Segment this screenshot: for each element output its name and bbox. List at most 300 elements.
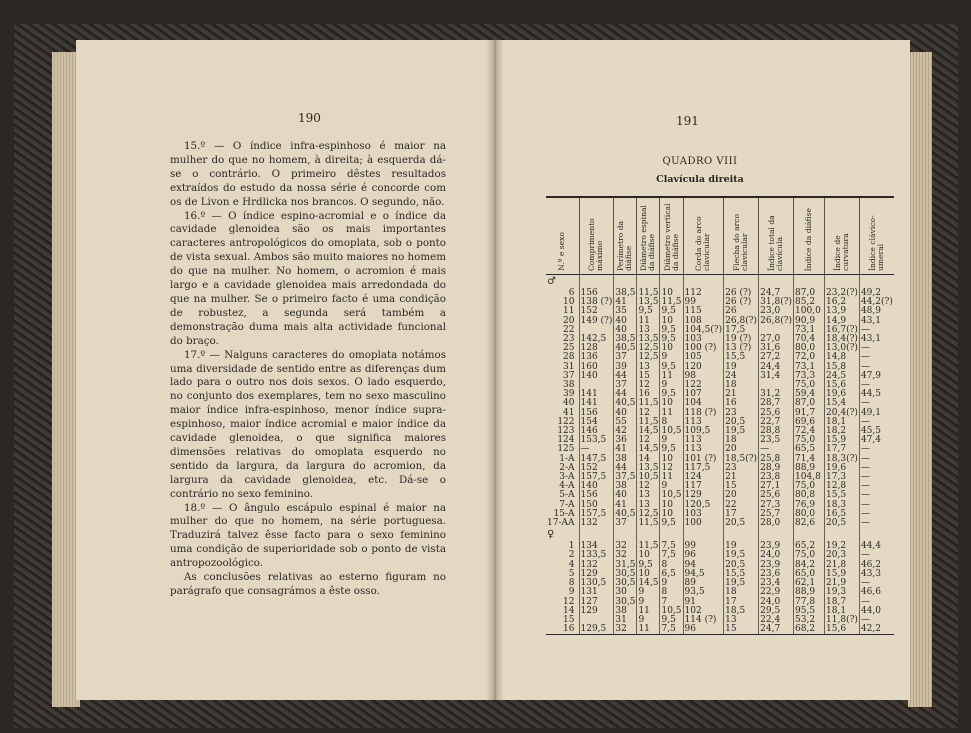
- table-cell: 37: [614, 381, 637, 390]
- table-cell: 80,8: [794, 491, 825, 500]
- table-cell: 75,0: [794, 436, 825, 445]
- table-cell: —: [859, 344, 893, 353]
- table-cell: 35: [614, 307, 637, 316]
- table-cell: 9,5: [637, 307, 660, 316]
- paragraph: As conclusões relativas ao esterno figuram no parágrafo que consagrámos a êste osso.: [170, 571, 446, 597]
- table-cell: 4-A: [559, 481, 575, 492]
- column-header-label: Diâmetro vertical da diáfise: [662, 203, 680, 271]
- table-cell: 8: [568, 578, 575, 589]
- table-cell: 141: [579, 390, 614, 399]
- table-cell: 9,5: [660, 390, 683, 399]
- table-cell: 15: [637, 372, 660, 381]
- table-cell: 23,9: [759, 561, 794, 570]
- table-cell: 16: [546, 625, 579, 635]
- column-header-label: Índice da diáfise: [804, 207, 814, 271]
- table-cell: 29,5: [759, 607, 794, 616]
- table-cell: 153,5: [579, 436, 614, 445]
- table-cell: [683, 528, 724, 542]
- table-cell: 48,9: [859, 307, 893, 316]
- table-cell: 27,0: [759, 335, 794, 344]
- table-cell: 147,5: [579, 455, 614, 464]
- table-cell: 31,8(?): [760, 297, 793, 308]
- table-cell: —: [859, 418, 893, 427]
- table-cell: 23,9: [759, 542, 794, 551]
- table-cell: 20,5: [724, 418, 759, 427]
- table-cell: 39: [614, 363, 637, 372]
- table-cell: 22,4: [759, 616, 794, 625]
- column-header-label: Perímetro da diáfise: [616, 220, 634, 271]
- column-header: [724, 197, 759, 275]
- table-cell: 19,3: [825, 588, 860, 597]
- table-cell: 12: [563, 596, 575, 607]
- column-header-label: Diâmetro espinal da diáfise: [639, 205, 657, 271]
- sex-symbol: ♂: [547, 276, 556, 287]
- table-cell: 100 (?): [683, 344, 724, 353]
- table-cell: [724, 528, 759, 542]
- table-cell: 156: [579, 491, 614, 500]
- table-cell: 72,4: [794, 427, 825, 436]
- table-cell: 82,6: [794, 519, 825, 528]
- table-cell: 11,5: [638, 518, 659, 529]
- table-cell: 140: [579, 372, 614, 381]
- table-cell: 85,2: [794, 298, 825, 307]
- table-cell: 27,3: [759, 501, 794, 510]
- table-cell: 115: [683, 307, 724, 316]
- table-cell: 41: [563, 407, 575, 418]
- table-cell: 94,5: [683, 570, 724, 579]
- table-cell: 18: [724, 436, 759, 445]
- table-cell: [614, 275, 637, 290]
- table-cell: 37: [614, 519, 637, 528]
- table-cell: 15,5: [724, 353, 759, 362]
- table-cell: 26: [724, 307, 759, 316]
- table-cell: 19 (?): [724, 335, 759, 344]
- table-cell: 24,4: [759, 363, 794, 372]
- table-cell: 99: [683, 542, 724, 551]
- table-cell: 17-AA: [547, 518, 575, 529]
- table-cell: 37,5: [615, 472, 636, 483]
- table-cell: 120: [683, 363, 724, 372]
- table-cell: 2: [568, 550, 575, 561]
- table-cell: 38,5: [615, 334, 636, 345]
- table-cell: 23: [724, 409, 759, 418]
- table-cell: 10: [637, 551, 660, 560]
- table-cell: 15,5: [724, 570, 759, 579]
- table-cell: 10: [660, 510, 683, 519]
- table-cell: 122: [683, 381, 724, 390]
- table-cell: 146: [579, 427, 614, 436]
- table-cell: 75,0: [794, 381, 825, 390]
- table-cell: 46,2: [859, 561, 893, 570]
- table-cell: 25: [563, 343, 575, 354]
- table-cell: 22: [724, 501, 759, 510]
- table-cell: 96: [683, 551, 724, 560]
- table-cell: 24: [724, 372, 759, 381]
- table-cell: 15,8: [825, 363, 860, 372]
- table-cell: 9: [660, 353, 683, 362]
- table-cell: 125: [557, 444, 575, 455]
- table-cell: 142,5: [579, 335, 614, 344]
- table-cell: 113: [683, 436, 724, 445]
- table-cell: 94: [683, 561, 724, 570]
- table-cell: 88,9: [794, 588, 825, 597]
- table-cell: 100,0: [794, 307, 825, 316]
- table-cell: 9,5: [660, 335, 683, 344]
- table-cell: 14: [563, 605, 575, 616]
- table-cell: 16,2: [825, 298, 860, 307]
- table-cell: 99: [683, 298, 724, 307]
- table-cell: 69,6: [794, 418, 825, 427]
- table-cell: 25,6: [759, 491, 794, 500]
- table-subtitle: Clavícula direita: [656, 174, 744, 185]
- table-cell: 13,9: [825, 307, 860, 316]
- table-cell: 129: [579, 607, 614, 616]
- table-cell: 20,5: [724, 561, 759, 570]
- table-cell: 10: [660, 455, 683, 464]
- table-cell: 103: [683, 335, 724, 344]
- table-cell: 21: [724, 473, 759, 482]
- table-cell: 140: [579, 482, 614, 491]
- table-cell: 15,6: [825, 625, 860, 635]
- table-cell: 18: [724, 381, 759, 390]
- table-cell: 7,5: [660, 551, 683, 560]
- table-cell: 36: [614, 436, 637, 445]
- table-cell: 12,8: [825, 482, 860, 491]
- table-cell: 20: [724, 445, 759, 454]
- table-cell: 17,3: [825, 473, 860, 482]
- table-cell: 130,5: [579, 579, 614, 588]
- table-cell: 13: [637, 501, 660, 510]
- table-cell: 53,2: [794, 616, 825, 625]
- table-cell: 31,2: [759, 390, 794, 399]
- table-cell: 11,5: [638, 541, 659, 552]
- table-cell: 31: [563, 361, 575, 372]
- table-cell: 6: [568, 288, 575, 298]
- table-cell: 112: [683, 289, 724, 298]
- table-cell: 117: [683, 482, 724, 491]
- table-cell: 18: [724, 588, 759, 597]
- table-cell: 10,5: [661, 426, 682, 437]
- table-cell: 9: [660, 482, 683, 491]
- table-cell: [859, 275, 893, 290]
- table-cell: 30: [614, 588, 637, 597]
- table-cell: 44: [614, 390, 637, 399]
- table-cell: 20,5: [724, 519, 759, 528]
- table-cell: 129,5: [579, 625, 614, 635]
- table-cell: 105: [683, 353, 724, 362]
- table-cell: 23: [563, 334, 575, 345]
- table-cell: 26,8(?): [760, 315, 793, 326]
- table-cell: 128: [579, 344, 614, 353]
- table-cell: —: [859, 579, 893, 588]
- table-cell: 7-A: [559, 499, 575, 510]
- table-cell: 117,5: [683, 464, 724, 473]
- table-cell: 39: [563, 389, 575, 400]
- table-cell: [859, 528, 893, 542]
- table-cell: 6,5: [660, 570, 683, 579]
- table-cell: 72,0: [794, 353, 825, 362]
- table-cell: 160: [579, 363, 614, 372]
- table-cell: 156: [579, 409, 614, 418]
- table-cell: 8: [660, 418, 683, 427]
- table-cell: —: [859, 464, 893, 473]
- table-cell: 4: [568, 559, 575, 570]
- paragraph: 15.º — O índice infra-espinhoso é maior na mulher do que no homem, à direita; à esquerda dá-se o contrário. O primeiro dêstes resultados extraídos do estudo da nossa série é concorde com os de Livon e Hrdlicka nos brancos. O segundo, não.: [170, 140, 446, 208]
- table-cell: 24,0: [759, 598, 794, 607]
- table-cell: 90,9: [794, 317, 825, 326]
- table-cell: 124: [557, 435, 575, 446]
- table-cell: 13,5: [638, 462, 659, 473]
- table-cell: 5-A: [559, 490, 575, 501]
- column-header: [579, 197, 614, 275]
- table-cell: 26 (?): [724, 298, 759, 307]
- table-cell: 80,0: [794, 344, 825, 353]
- table-cell: 9,5: [660, 307, 683, 316]
- sex-group-row: [546, 528, 894, 542]
- table-cell: 22,7: [759, 418, 794, 427]
- table-cell: 1-A: [559, 453, 575, 464]
- table-cell: 47,4: [859, 436, 893, 445]
- table-cell: 21,8: [825, 561, 860, 570]
- table-cell: 43,1: [859, 335, 893, 344]
- right-page-edges: [908, 52, 932, 707]
- table-cell: 16: [724, 399, 759, 408]
- table-cell: 40,5: [615, 343, 636, 354]
- table-cell: 9: [660, 381, 683, 390]
- table-cell: 11: [637, 625, 660, 635]
- table-cell: 104,8: [794, 473, 825, 482]
- table-cell: 12,5: [638, 343, 659, 354]
- column-header-label: Índice de curvatura: [832, 233, 850, 271]
- table-cell: 14,5: [638, 444, 659, 455]
- table-cell: 9,5: [660, 363, 683, 372]
- table-cell: —: [859, 491, 893, 500]
- table-cell: —: [859, 326, 893, 335]
- table-cell: 3-A: [559, 472, 575, 483]
- table-cell: 19,6: [825, 390, 860, 399]
- table-cell: 15: [724, 625, 759, 635]
- table-cell: 10: [563, 297, 575, 308]
- table-cell: 23: [724, 464, 759, 473]
- table-cell: 14,5: [638, 578, 659, 589]
- table-cell: 18,3(?): [826, 453, 858, 464]
- table-cell: 157,5: [579, 473, 614, 482]
- table-cell: 20: [563, 315, 575, 326]
- table-cell: 44,4: [859, 542, 893, 551]
- table-cell: 15,6: [825, 381, 860, 390]
- table-cell: [794, 528, 825, 542]
- table-cell: 122: [557, 416, 575, 427]
- table-cell: 11: [660, 372, 683, 381]
- paragraph: 18.º — O ângulo escápulo espinal é maior na mulher do que no homem, na série portuguesa. Traduzirá talvez êsse facto para o sexo feminino uma condição de superioridade sob o ponto de vista antropozoológico.: [170, 501, 446, 570]
- table-cell: [759, 528, 794, 542]
- table-cell: 7: [660, 598, 683, 607]
- table-cell: 102: [683, 607, 724, 616]
- column-header-label: Índice clávico-umeral: [867, 215, 885, 271]
- table-cell: 87,0: [794, 289, 825, 298]
- table-cell: 22: [563, 324, 575, 335]
- table-cell: 108: [683, 317, 724, 326]
- table-cell: —: [859, 353, 893, 362]
- table-cell: 24,0: [759, 551, 794, 560]
- table-cell: 156: [579, 289, 614, 298]
- table-cell: 19,5: [724, 579, 759, 588]
- table-cell: 55: [614, 418, 637, 427]
- table-cell: 44: [614, 372, 637, 381]
- table-cell: 1: [568, 541, 575, 552]
- table-cell: —: [859, 551, 893, 560]
- table-cell: 25,6: [759, 409, 794, 418]
- table-cell: 38: [614, 607, 637, 616]
- table-cell: 21: [724, 390, 759, 399]
- column-header-label: Índice total da clavícula: [767, 215, 785, 271]
- table-cell: 28,9: [759, 464, 794, 473]
- table-cell: 18,5: [724, 607, 759, 616]
- table-cell: —: [859, 501, 893, 510]
- table-cell: 65,0: [794, 570, 825, 579]
- table-cell: 73,1: [794, 326, 825, 335]
- table-cell: 41: [614, 501, 637, 510]
- table-cell: [579, 528, 614, 542]
- table-cell: 107: [683, 390, 724, 399]
- table-cell: 7,5: [660, 625, 683, 635]
- table-cell: 11,5: [638, 288, 659, 298]
- table-cell: 26 (?): [724, 289, 759, 298]
- table-cell: 93,5: [683, 588, 724, 597]
- table-cell: 13 (?): [724, 344, 759, 353]
- table-cell: 30,5: [615, 578, 636, 589]
- table-cell: 96: [683, 625, 724, 635]
- table-cell: 13: [637, 491, 660, 500]
- table-cell: 38: [614, 455, 637, 464]
- table-cell: 40: [614, 326, 637, 335]
- table-cell: 68,2: [794, 625, 825, 635]
- table-cell: 11: [660, 409, 683, 418]
- table-cell: [614, 528, 637, 542]
- table-cell: 17: [724, 510, 759, 519]
- table-cell: 23,5: [759, 436, 794, 445]
- table-cell: 132: [579, 519, 614, 528]
- table-cell: 37: [563, 370, 575, 381]
- table-cell: 42,2: [859, 625, 893, 635]
- table-cell: 38: [614, 482, 637, 491]
- table-cell: 12: [660, 464, 683, 473]
- column-header: [637, 197, 660, 275]
- table-cell: —: [859, 598, 893, 607]
- table-cell: 19,6: [825, 464, 860, 473]
- table-cell: 9,5: [660, 326, 683, 335]
- table-cell: 40: [614, 409, 637, 418]
- table-cell: 12: [637, 482, 660, 491]
- table-cell: [794, 275, 825, 290]
- table-cell: —: [759, 445, 794, 454]
- table-cell: 89: [683, 579, 724, 588]
- table-cell: [637, 528, 660, 542]
- table-cell: 15-A: [553, 508, 575, 519]
- table-cell: 12,5: [638, 352, 659, 363]
- table-cell: 26,8(?): [725, 315, 758, 326]
- table-cell: 32: [614, 551, 637, 560]
- table-cell: 10: [660, 344, 683, 353]
- column-header: [614, 197, 637, 275]
- table-cell: 14: [637, 455, 660, 464]
- table-cell: 157,5: [579, 510, 614, 519]
- table-cell: 13,5: [638, 334, 659, 345]
- table-cell: 15,9: [825, 570, 860, 579]
- table-cell: 62,1: [794, 579, 825, 588]
- table-cell: —: [859, 445, 893, 454]
- table-cell: 13: [724, 616, 759, 625]
- table-cell: 12,5: [638, 508, 659, 519]
- table-cell: 11,5: [638, 398, 659, 409]
- table-cell: 23,2(?): [826, 288, 858, 298]
- table-cell: 73,3: [794, 372, 825, 381]
- table-cell: 25,8: [759, 455, 794, 464]
- table-cell: 24,5: [825, 372, 860, 381]
- table-cell: 10,5: [661, 605, 682, 616]
- table-cell: 11,5: [638, 416, 659, 427]
- table-cell: 28: [563, 352, 575, 363]
- left-page-number: 190: [298, 111, 321, 125]
- column-header-label: Comprimento máximo: [587, 218, 605, 271]
- table-cell: 22,9: [759, 588, 794, 597]
- table-cell: 17: [724, 598, 759, 607]
- table-cell: 15,5: [825, 491, 860, 500]
- table-cell: 132: [579, 561, 614, 570]
- table-cell: 10: [660, 289, 683, 298]
- column-header-label: N.º e sexo: [557, 232, 567, 271]
- table-cell: 120,5: [683, 501, 724, 510]
- table-cell: 40,5: [615, 508, 636, 519]
- table-cell: 47,9: [859, 372, 893, 381]
- table-cell: 11: [637, 607, 660, 616]
- table-cell: [825, 528, 860, 542]
- table-cell: 84,2: [794, 561, 825, 570]
- table-cell: 113: [683, 418, 724, 427]
- table-cell: 13: [637, 363, 660, 372]
- table-cell: 2-A: [559, 462, 575, 473]
- table-cell: 65,2: [794, 542, 825, 551]
- table-cell: 18,1: [825, 607, 860, 616]
- table-cell: [660, 275, 683, 290]
- table-cell: [660, 528, 683, 542]
- sex-symbol: ♀: [547, 529, 555, 541]
- table-cell: 17,5: [724, 326, 759, 335]
- table-cell: 44,0: [859, 607, 893, 616]
- table-cell: 9: [637, 598, 660, 607]
- table-cell: 16,5: [825, 510, 860, 519]
- table-cell: 12: [637, 409, 660, 418]
- table-cell: 40: [614, 491, 637, 500]
- column-header: [859, 197, 893, 275]
- table-cell: 133,5: [579, 551, 614, 560]
- table-cell: 150: [579, 501, 614, 510]
- table-cell: 134: [579, 542, 614, 551]
- table-cell: 123: [557, 426, 575, 437]
- table-cell: 71,4: [794, 455, 825, 464]
- table-cell: 76,9: [794, 501, 825, 510]
- table-cell: [637, 275, 660, 290]
- table-cell: 154: [579, 418, 614, 427]
- table-cell: 9: [660, 579, 683, 588]
- table-cell: 16,7(?): [826, 324, 858, 335]
- table-cell: 49,2: [859, 289, 893, 298]
- table-cell: —: [859, 399, 893, 408]
- table-cell: 28,0: [759, 519, 794, 528]
- paragraph: 16.º — O índice espino-acromial e o índice da cavidade glenoidea são os mais importantes caracteres antropológicos do omoplata, sob o ponto de vista sexual. Ambos são muito maiores no homem do que na mulher. No homem, o acromion é mais largo e a cavidade glenoidea mais arredondada do que na mulher. Se o primeiro facto é uma condição de robustez, a segunda será também a demonstração duma mais alta actividade funcional do braço.: [170, 209, 446, 347]
- table-cell: 14,5: [638, 426, 659, 437]
- table-cell: 14,9: [825, 317, 860, 326]
